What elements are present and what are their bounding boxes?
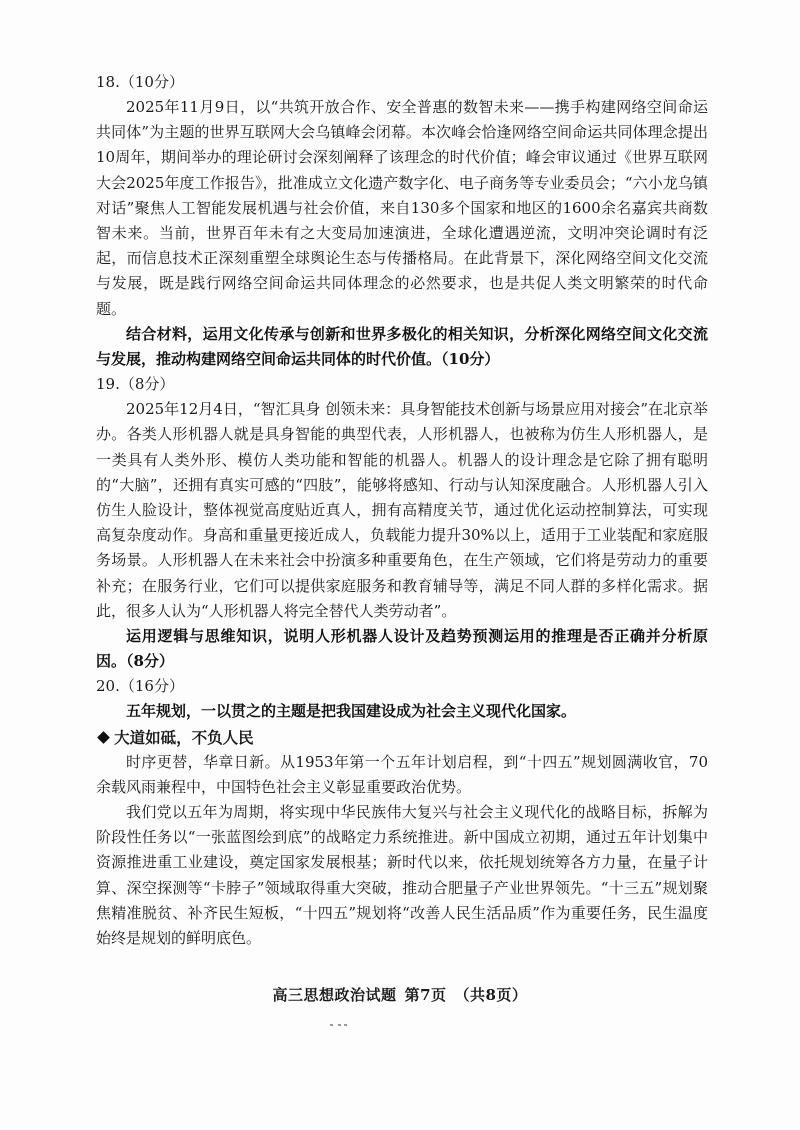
footer-total-pages: （共8页）: [454, 986, 528, 1004]
footer-title: 高三思想政治试题: [272, 986, 397, 1004]
question-20-intro: 五年规划，一以贯之的主题是把我国建设成为社会主义现代化国家。: [126, 702, 577, 721]
question-20-header: 20.（16分）: [96, 677, 184, 696]
scan-speck: [330, 1024, 360, 1027]
question-18-task: 结合材料，运用文化传承与创新和世界多极化的相关知识，分析深化网络空间文化交流与发展，推动构建网络空间命运共同体的时代价值。（10分）: [96, 324, 708, 369]
question-19: [96, 372, 708, 674]
question-18-material: 2025年11月9日，以“共筑开放合作、安全普惠的数智未来——携手构建网络空间命运共同体”为主题的世界互联网大会乌镇峰会闭幕。本次峰会恰逢网络空间命运共同体理念提出10周年，期间举办的理论研讨会深刻阐释了该理念的时代价值；峰会审议通过《世界互联网大会2025年度工作报告》，批准成立文化遗产数字化、电子商务等专业委员会；“六小龙乌镇对话”聚焦人工智能发展机遇与社会价值，来自130多个国家和地区的1600余名嘉宾共商数智未来。当前，世界百年未有之大变局加速演进，全球化遭遇逆流，文明冲突论调时有泛起，而信息技术正深刻重塑全球舆论生态与传播格局。在此背景下，深化网络空间文化交流与发展，既是践行网络空间命运共同体理念的必然要求，也是共促人类文明繁荣的时代命题。: [96, 98, 708, 318]
question-19-task: 运用逻辑与思维知识，说明人形机器人设计及趋势预测运用的推理是否正确并分析原因。（8分）: [96, 627, 708, 671]
question-19-header: 19.（8分）: [96, 375, 175, 394]
page-footer: [0, 984, 800, 1005]
question-20: [96, 674, 708, 951]
page-content: [96, 70, 708, 951]
footer-page-number: 第7页: [404, 986, 447, 1004]
question-20-paragraph-2: 我们党以五年为周期，将实现中华民族伟大复兴与社会主义现代化的战略目标，拆解为阶段性任务以“一张蓝图绘到底”的战略定力系统推进。新中国成立初期，通过五年计划集中资源推进重工业建设，奠定国家发展根基；新时代以来，依托规划统筹各方力量，在量子计算、深空探测等“卡脖子”领域取得重大突破，推动合肥量子产业世界领先。“十三五”规划聚焦精准脱贫、补齐民生短板，“十四五”规划将“改善人民生活品质”作为重要任务，民生温度始终是规划的鲜明底色。: [96, 803, 708, 948]
question-20-subheading: [96, 725, 708, 750]
question-20-subheading-text: 大道如砥，不负人民: [114, 727, 254, 747]
diamond-bullet-icon: [97, 731, 110, 744]
question-20-paragraph-1: 时序更替，华章日新。从1953年第一个五年计划启程，到“十四五”规划圆满收官，70余载风雨兼程中，中国特色社会主义彰显重要政治优势。: [96, 752, 708, 796]
question-18: [96, 70, 708, 372]
question-18-header: 18.（10分）: [96, 73, 184, 91]
question-19-material: 2025年12月4日，“智汇具身 创领未来：具身智能技术创新与场景应用对接会”在北京举办。各类人形机器人就是具身智能的典型代表，人形机器人，也被称为仿生人形机器人，是一类具有人类外形、模仿人类功能和智能的机器人。机器人的设计理念是它除了拥有聪明的“大脑”，还拥有真实可感的“四肢”，能够将感知、行动与认知深度融合。人形机器人引入仿生人脸设计，整体视觉高度贴近真人，拥有高精度关节，通过优化运动控制算法，可实现高复杂度动作。身高和重量更接近成人，负载能力提升30%以上，适用于工业装配和家庭服务场景。人形机器人在未来社会中扮演多种重要角色，在生产领域，它们将是劳动力的重要补充；在服务行业，它们可以提供家庭服务和教育辅导等，满足不同人群的多样化需求。据此，很多人认为“人形机器人将完全替代人类劳动者”。: [96, 400, 708, 620]
